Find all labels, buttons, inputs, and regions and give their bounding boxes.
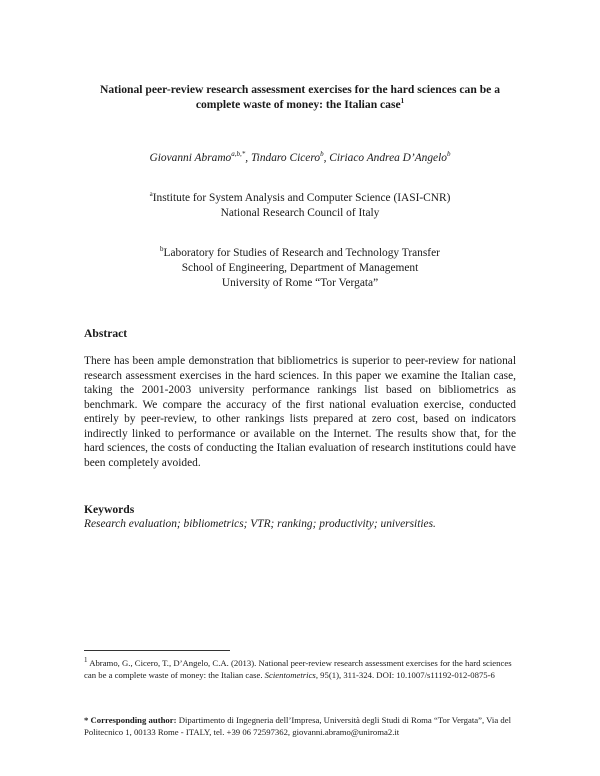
abstract-heading: Abstract [84,327,128,340]
footnote-text: , 95(1), 311-324. DOI: 10.1007/s11192-012-0875-6 [315,669,495,680]
keywords-list: Research evaluation; bibliometrics; VTR; ranking; productivity; universities. [84,518,436,530]
footnote-journal: Scientometrics [264,669,316,680]
author-list [60,151,540,165]
author-name: Ciriaco Andrea D’Angelo [329,152,447,164]
author-affiliation-mark: a,b,* [231,150,246,159]
affiliation-b [60,246,540,291]
affiliation-mark: b [160,245,164,254]
affiliation-line: Laboratory for Studies of Research and Technology Transfer [163,247,440,259]
corresponding-author-text: Dipartimento di Ingegneria dell’Impresa, Università degli Studi di Roma “Tor Vergata”, Via del Politecnico 1, 00133 Rome - ITALY, tel. +39 06 72597362, giovanni.abramo@uniroma2.it [84,715,511,737]
author-separator: , [323,152,330,164]
footnote-mark: 1 [84,656,88,665]
paper-title [90,82,510,112]
affiliation-line: School of Engineering, Department of Management [181,262,419,274]
footnote-divider [84,650,230,651]
author-name: Giovanni Abramo [149,152,232,164]
author-affiliation-mark: b [446,150,451,159]
title-footnote-mark: 1 [400,97,405,106]
author-name: Tindaro Cicero [250,152,321,164]
corresponding-author-label: * Corresponding author: [84,715,177,725]
abstract-body: There has been ample demonstration that bibliometrics is superior to peer-review for national research assessment exercises in the hard sciences. In this paper we examine the Italian case, taking the 2001-2003 university performance rankings list based on bibliometrics as benchmark. We compare the accuracy of the first national evaluation exercise, conducted entirely by peer-review, to other rankings lists prepared at zero cost, based on indicators indirectly linked to performance or available on the Internet. The results show that, for the hard sciences, the costs of conducting the Italian evaluation of research institutions could have been completely avoided. [84,355,516,469]
affiliation-mark: a [149,190,153,199]
corresponding-author-note [84,715,516,738]
keywords-heading: Keywords [84,503,135,516]
footnote [84,658,516,681]
affiliation-line: University of Rome “Tor Vergata” [221,277,379,289]
title-line-1: National peer-review research assessment exercises for the hard sciences can be a [99,83,500,96]
author-separator: , [245,152,251,164]
author-affiliation-mark: b [320,150,324,159]
title-line-2: complete waste of money: the Italian case [195,98,401,111]
affiliation-line: National Research Council of Italy [220,207,380,219]
affiliation-line: Institute for System Analysis and Computer Science (IASI-CNR) [152,192,451,204]
affiliation-a [60,191,540,221]
footnote-text: Abramo, G., Cicero, T., D’Angelo, C.A. (2013). National peer-review research assessment exercises for the hard sciences can be a complete waste of money: the Italian case. [84,658,512,680]
